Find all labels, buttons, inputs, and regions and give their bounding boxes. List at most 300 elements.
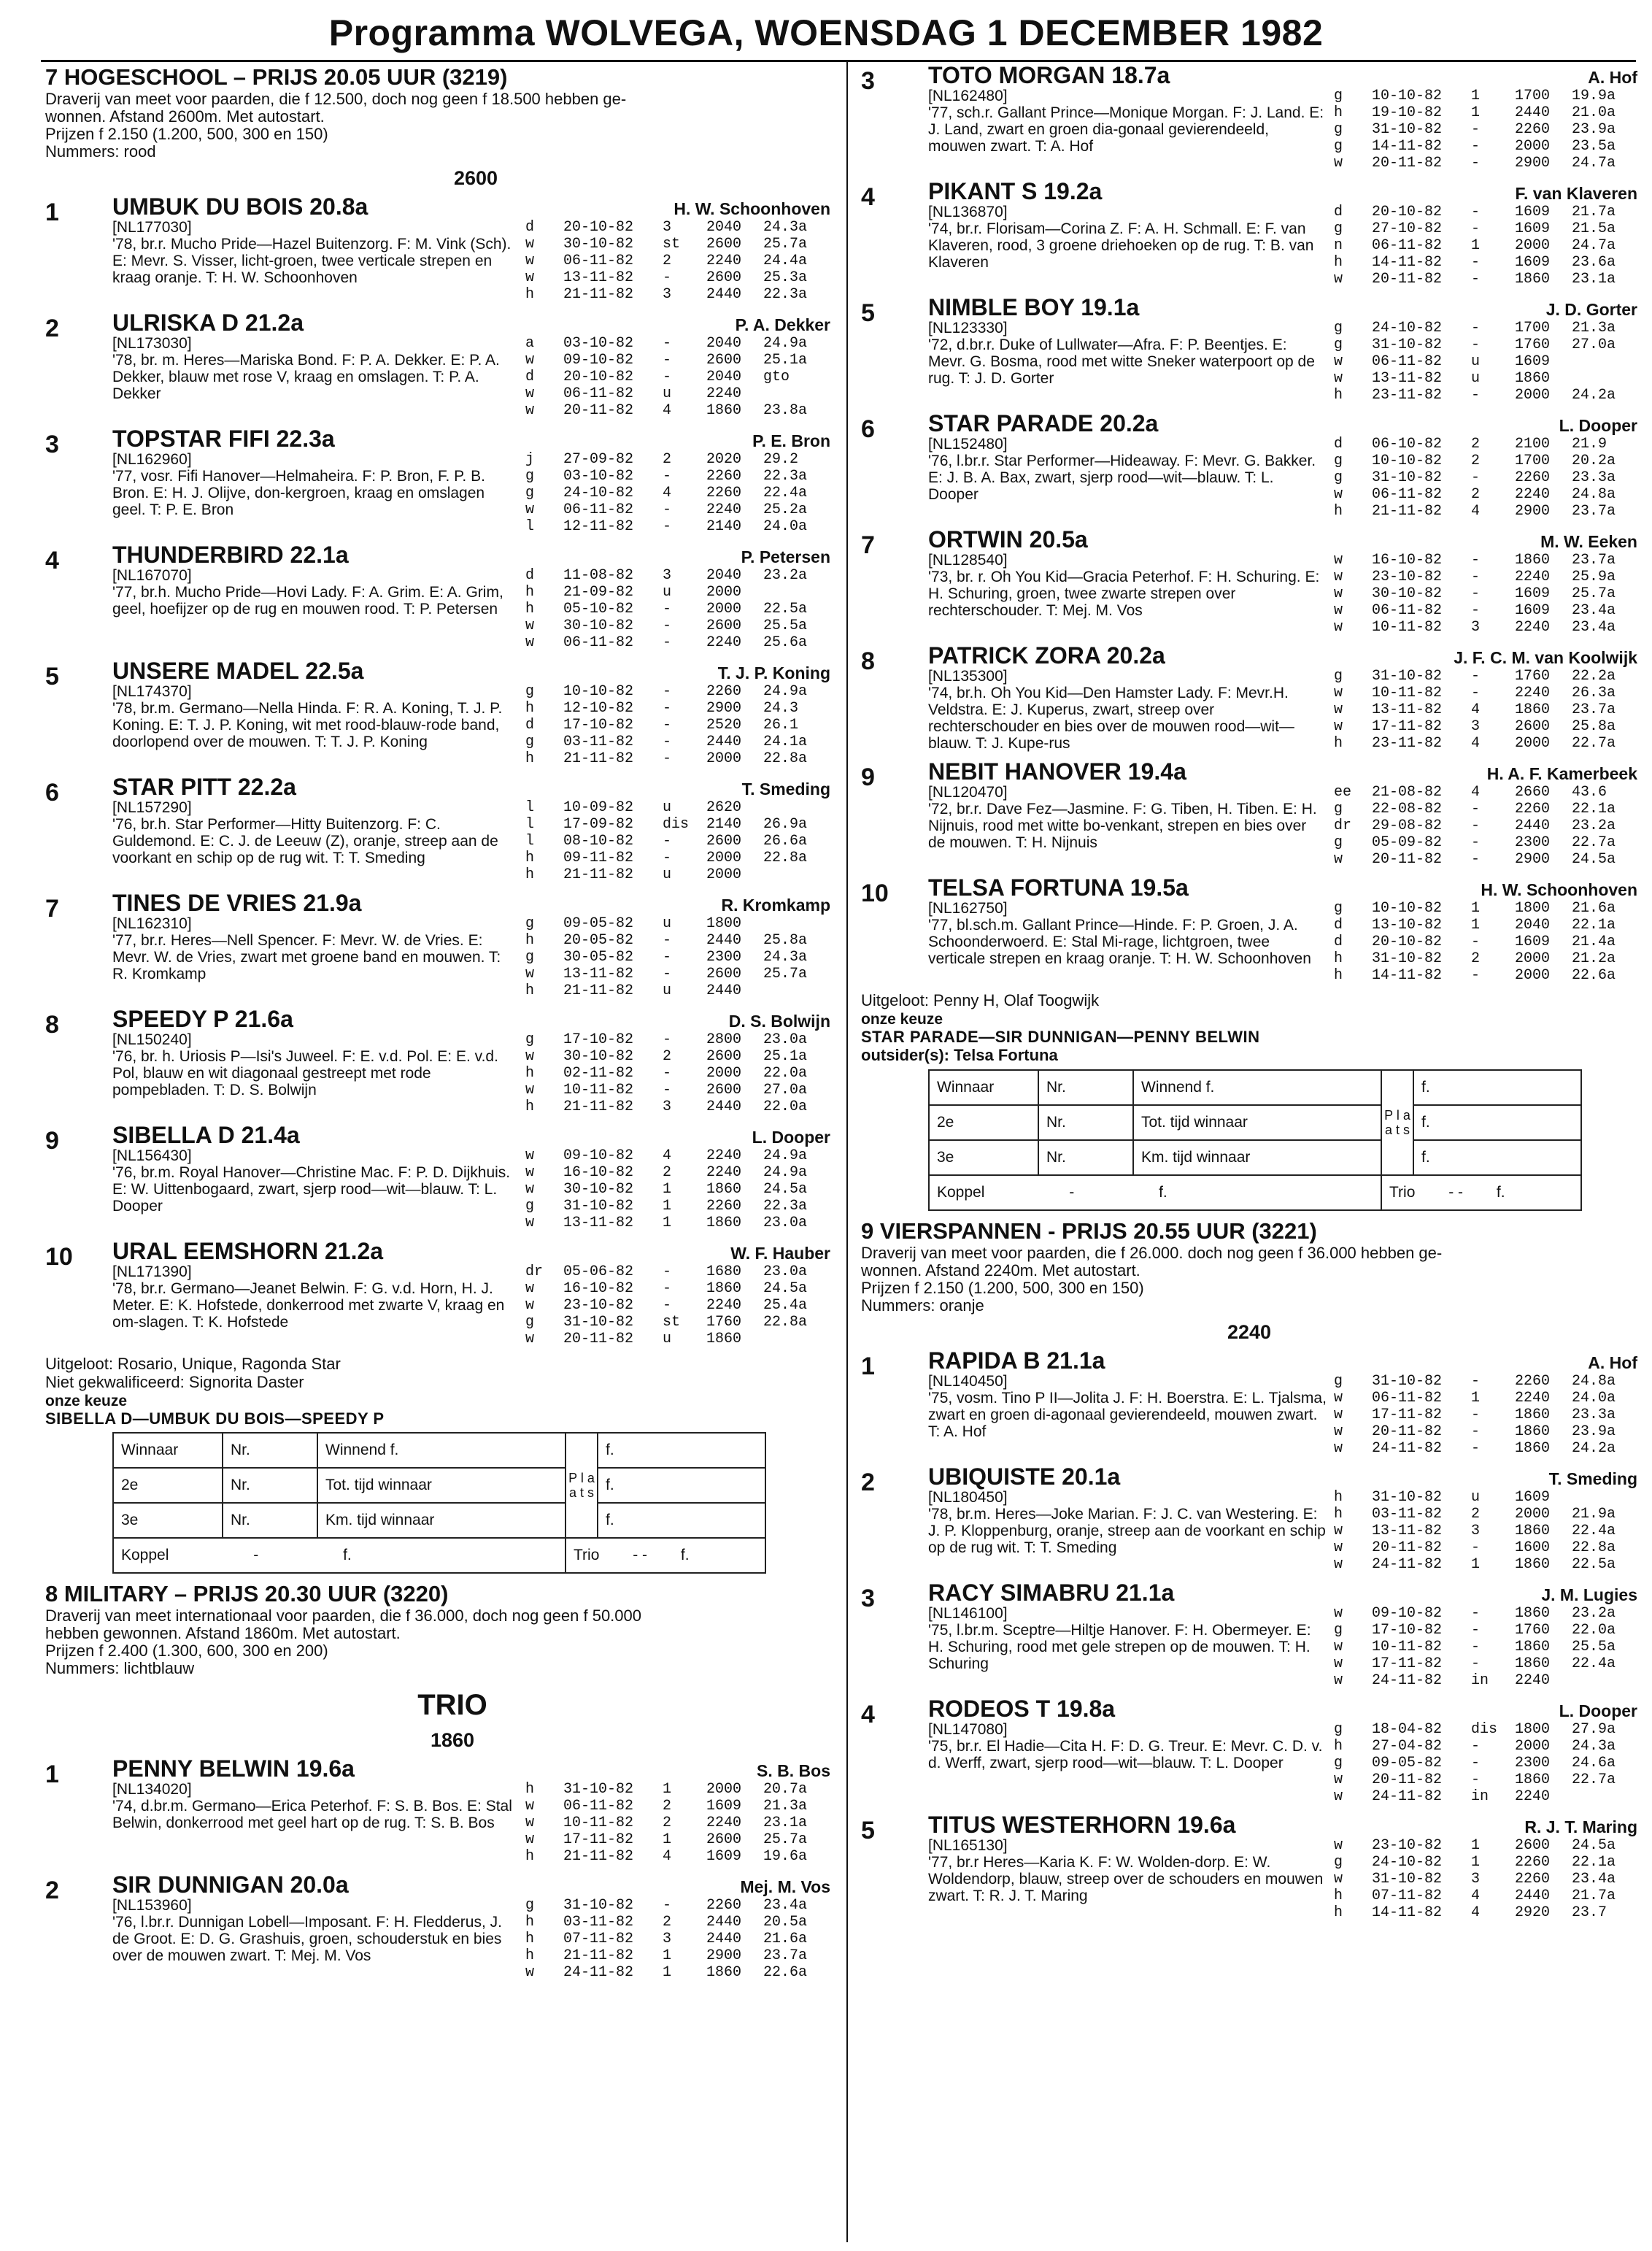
- race-date: 10-10-82: [1372, 453, 1443, 469]
- race-time: 25.7a: [1572, 585, 1616, 602]
- race-time: [1572, 370, 1637, 387]
- race-distance-value: 2440: [706, 286, 742, 303]
- race-date: 21-11-82: [1372, 503, 1443, 520]
- race-time: 22.8a: [1572, 1539, 1616, 1556]
- placing: 1: [663, 1215, 672, 1231]
- race-time: 23.3a: [1572, 469, 1616, 486]
- track-code: w: [1334, 1655, 1343, 1672]
- race-time: 25.1a: [763, 1048, 808, 1065]
- race-distance-value: 2240: [706, 1164, 742, 1181]
- track-code: w: [1334, 1605, 1343, 1622]
- track-code: w: [1334, 1539, 1343, 1556]
- race-date: 30-10-82: [563, 617, 634, 634]
- placing: 1: [1471, 1390, 1481, 1407]
- race-time: 24.0a: [763, 518, 808, 535]
- horse-name: PATRICK ZORA 20.2a: [928, 642, 1165, 669]
- horse-name: ORTWIN 20.5a: [928, 526, 1088, 553]
- horse-description: [112, 1263, 525, 1347]
- race-date: 31-10-82: [1372, 950, 1443, 967]
- horse-description: [112, 1031, 525, 1115]
- placing: 4: [1471, 735, 1481, 752]
- result-row: [525, 1897, 830, 1914]
- track-code: w: [1334, 1407, 1343, 1423]
- race-distance-value: 2300: [1515, 1755, 1551, 1771]
- race-distance-value: 2240: [1515, 1672, 1551, 1689]
- track-code: w: [525, 634, 535, 651]
- form-cell: Nr.: [223, 1433, 317, 1468]
- race-distance-value: 2260: [706, 485, 742, 501]
- placing: -: [1471, 1605, 1481, 1622]
- race-distance-value: 2600: [1515, 1837, 1551, 1854]
- placing: 3: [1471, 619, 1481, 636]
- race-distance-value: 1700: [1515, 88, 1551, 104]
- race-date: 14-11-82: [1372, 1904, 1443, 1921]
- race-time: 23.5a: [1572, 138, 1616, 155]
- race-date: 10-10-82: [1372, 88, 1443, 104]
- description-line: '75, l.br.m. Sceptre—Hiltje Hanover. F: H. Obermeyer. E: H. Schuring, rood met gele strepen op de mouwen. T: H. Schuring: [928, 1622, 1311, 1672]
- race-distance-value: 2000: [1515, 950, 1551, 967]
- placing: u: [663, 915, 672, 932]
- race-date: 20-10-82: [1372, 934, 1443, 950]
- track-code: w: [1334, 1672, 1343, 1689]
- onze-keuze: SIBELLA D—UMBUK DU BOIS—SPEEDY P: [45, 1409, 385, 1428]
- placing: 1: [663, 1781, 672, 1798]
- result-row: [525, 734, 830, 750]
- description-line: '75, vosm. Tino P II—Jolita J. F: H. Boerstra. E: L. Tjalsma, zwart en groen di-agonaal gevierendeeld, mouwen zwart. T: A. Hof: [928, 1390, 1327, 1440]
- recent-results: [525, 567, 830, 651]
- result-row: [525, 949, 830, 966]
- placing: u: [1471, 370, 1481, 387]
- race-date: 03-10-82: [563, 468, 634, 485]
- track-code: g: [1334, 336, 1343, 353]
- entry-body: [928, 668, 1637, 752]
- track-code: h: [1334, 1738, 1343, 1755]
- entry-number: 4: [861, 183, 875, 211]
- track-code: w: [1334, 585, 1343, 602]
- race-distance-value: 1760: [706, 1314, 742, 1331]
- race-date: 20-10-82: [563, 219, 634, 236]
- result-row: [1334, 1788, 1637, 1805]
- placing: -: [1471, 1755, 1481, 1771]
- description-line: '74, d.br.m. Germano—Erica Peterhof. F: S. B. Bos. E: Stal Belwin, donkerrood met geel hart op de rug. T: S. B. Bos: [112, 1798, 512, 1831]
- result-row: [525, 1331, 830, 1347]
- race-date: 21-08-82: [1372, 784, 1443, 801]
- form-cell: Nr.: [223, 1468, 317, 1503]
- entry-body: [112, 335, 830, 419]
- placing: -: [663, 468, 672, 485]
- placing: -: [663, 617, 672, 634]
- entry-header: [928, 411, 1637, 436]
- race-time: 43.6: [1572, 784, 1607, 801]
- race-time: 29.2: [763, 451, 799, 468]
- description-line: '78, br.m. Germano—Nella Hinda. F: R. A. Koning, T. J. P. Koning. E: T. J. P. Koning, wit met rood-blauw-rode band, doorlopend over de mouwen. T: T. J. P. Koning: [112, 700, 503, 750]
- horse-name: RODEOS T 19.8a: [928, 1696, 1116, 1722]
- entry-header: [928, 295, 1637, 320]
- race-time: 26.9a: [763, 816, 808, 833]
- trainer-name: L. Dooper: [1559, 416, 1637, 435]
- koppel-label: Koppel: [121, 1547, 169, 1563]
- description-line: [NL162750]: [928, 900, 1008, 917]
- race-date: 21-11-82: [563, 982, 634, 999]
- description-line: [NL146100]: [928, 1605, 1008, 1622]
- koppel-cell: [929, 1175, 1381, 1210]
- trainer-name: A. Hof: [1588, 68, 1637, 87]
- description-line: '76, br.h. Star Performer—Hitty Buitenzorg. F: C. Guldemond. E: C. J. de Leeuw (Z), oranje, streep aan de voorkant en schip op de rug wit. T: T. Smeding: [112, 816, 498, 866]
- horse-description: [112, 1781, 525, 1865]
- placing: -: [1471, 387, 1481, 404]
- placing: 2: [1471, 1506, 1481, 1523]
- placing: st: [663, 1314, 681, 1331]
- placing: 2: [1471, 486, 1481, 503]
- track-code: h: [1334, 735, 1343, 752]
- entry-body: [112, 1031, 830, 1115]
- result-row: [525, 717, 830, 734]
- result-row: [1334, 851, 1637, 868]
- result-row: [525, 1280, 830, 1297]
- placing: 1: [1471, 900, 1481, 917]
- result-row: [1334, 934, 1637, 950]
- entry-number: 6: [861, 415, 875, 443]
- race-distance-value: 1860: [1515, 701, 1551, 718]
- form-cell: f.: [598, 1503, 765, 1538]
- track-code: w: [1334, 1771, 1343, 1788]
- entry-header: [928, 527, 1637, 552]
- race-distance-value: 1700: [1515, 320, 1551, 336]
- entry-body: [112, 915, 830, 999]
- race-distance-value: 1760: [1515, 668, 1551, 685]
- placing: 1: [663, 1947, 672, 1964]
- track-code: w: [1334, 1440, 1343, 1457]
- entry-body: [928, 88, 1637, 172]
- race-distance-value: 2000: [1515, 138, 1551, 155]
- result-row: [1334, 1622, 1637, 1639]
- result-row: [525, 1815, 830, 1831]
- race-time: gto: [763, 369, 790, 385]
- race-distance-value: 1609: [1515, 602, 1551, 619]
- result-row: [1334, 1672, 1637, 1689]
- description-line: '72, br.r. Dave Fez—Jasmine. F: G. Tiben, H. Tiben. E: H. Nijnuis, rood met witte bo-venkant, strepen en bies over de mouwen. T: H. Nijnuis: [928, 801, 1317, 851]
- horse-entry: [861, 1812, 1637, 1921]
- track-code: w: [525, 617, 535, 634]
- result-row: [1334, 237, 1637, 254]
- placing: 2: [663, 1914, 672, 1931]
- race-date: 05-06-82: [563, 1263, 634, 1280]
- trio-dashes: - -: [1448, 1184, 1464, 1201]
- race-distance-value: 1860: [1515, 552, 1551, 569]
- result-row: [1334, 1888, 1637, 1904]
- race-time: 21.5a: [1572, 220, 1616, 237]
- race-date: 09-10-82: [563, 1147, 634, 1164]
- description-line: '77, br.h. Mucho Pride—Hovi Lady. F: A. Grim. E: A. Grim, geel, hoefijzer op de rug en mouwen rood. T: P. Petersen: [112, 584, 503, 617]
- race-distance-value: 2800: [706, 1031, 742, 1048]
- entry-list: [861, 63, 1637, 984]
- placing: -: [1471, 1539, 1481, 1556]
- race-time: 25.8a: [763, 932, 808, 949]
- placing: -: [663, 700, 672, 717]
- race-date: 24-10-82: [563, 485, 634, 501]
- placing: -: [1471, 1373, 1481, 1390]
- race-time: 21.2a: [1572, 950, 1616, 967]
- result-row: [1334, 121, 1637, 138]
- horse-name: UNSERE MADEL 22.5a: [112, 658, 364, 684]
- entry-number: 5: [45, 663, 59, 690]
- entry-number: 8: [45, 1011, 59, 1039]
- race-date: 16-10-82: [563, 1164, 634, 1181]
- race-distance-value: 1600: [1515, 1539, 1551, 1556]
- trio-dashes: - -: [633, 1547, 648, 1563]
- result-row: [525, 634, 830, 651]
- placing: -: [663, 352, 672, 369]
- koppel-cell: [113, 1538, 566, 1573]
- koppel-f: f.: [343, 1547, 352, 1563]
- placing: -: [663, 850, 672, 866]
- result-row: [525, 236, 830, 253]
- entry-header: [112, 310, 830, 335]
- race-distance: 1860: [430, 1729, 475, 1751]
- race-time: 19.9a: [1572, 88, 1616, 104]
- race-time: 21.7a: [1572, 1888, 1616, 1904]
- entry-header: [112, 1756, 830, 1781]
- recent-results: [525, 335, 830, 419]
- trainer-name: M. W. Eeken: [1540, 532, 1637, 551]
- entry-header: [928, 1812, 1637, 1837]
- placing: -: [1471, 1423, 1481, 1440]
- entry-number: 8: [861, 647, 875, 675]
- track-code: w: [1334, 569, 1343, 585]
- result-row: [1334, 1854, 1637, 1871]
- horse-name: STAR PITT 22.2a: [112, 774, 296, 800]
- track-code: g: [1334, 1755, 1343, 1771]
- result-row: [525, 1263, 830, 1280]
- race-distance-value: 1860: [1515, 271, 1551, 288]
- horse-entry: [861, 1696, 1637, 1805]
- right-column: [861, 63, 1637, 1928]
- race-distance-value: 1800: [1515, 1721, 1551, 1738]
- description-line: [NL152480]: [928, 436, 1008, 453]
- horse-description: [112, 915, 525, 999]
- race-date: 10-11-82: [1372, 685, 1443, 701]
- race-time: 21.3a: [763, 1798, 808, 1815]
- race-time: 23.7: [1572, 1904, 1607, 1921]
- race-distance: 2600: [454, 167, 498, 189]
- race-info: [45, 1607, 830, 1677]
- bet-type: TRIO: [417, 1689, 487, 1721]
- placing: 2: [663, 1164, 672, 1181]
- entry-header: [112, 890, 830, 915]
- race-time: 23.4a: [1572, 1871, 1616, 1888]
- track-code: h: [525, 700, 535, 717]
- description-line: '75, br.r. El Hadie—Cita H. F: D. G. Treur. E: Mevr. C. D. v. d. Werff, zwart, sjerp rood—wit—blauw. T: L. Dooper: [928, 1738, 1323, 1771]
- race-time: 22.8a: [763, 850, 808, 866]
- placing: 3: [663, 567, 672, 584]
- description-line: '78, br.r. Mucho Pride—Hazel Buitenzorg. F: M. Vink (Sch). E: Mevr. S. Visser, licht-groen, twee verticale strepen en kraag oranje. T: H. W. Schoonhoven: [112, 236, 512, 286]
- race-date: 22-08-82: [1372, 801, 1443, 817]
- placing: 1: [663, 1964, 672, 1981]
- description-line: [NL150240]: [112, 1031, 192, 1048]
- track-code: g: [525, 1897, 535, 1914]
- race-time: 22.3a: [763, 286, 808, 303]
- placing: 4: [1471, 503, 1481, 520]
- horse-name: PENNY BELWIN 19.6a: [112, 1755, 355, 1782]
- track-code: ee: [1334, 784, 1352, 801]
- track-code: g: [525, 734, 535, 750]
- race-date: 13-11-82: [563, 1215, 634, 1231]
- race-date: 08-10-82: [563, 833, 634, 850]
- race-date: 27-04-82: [1372, 1738, 1443, 1755]
- horse-entry: [861, 759, 1637, 868]
- race-distance-value: 2440: [706, 734, 742, 750]
- result-row: [525, 700, 830, 717]
- track-code: w: [1334, 1390, 1343, 1407]
- race-time: 27.0a: [1572, 336, 1616, 353]
- track-code: w: [525, 269, 535, 286]
- race-time: 24.3a: [1572, 1738, 1616, 1755]
- race-time: 25.2a: [763, 501, 808, 518]
- form-cell: f.: [1413, 1105, 1581, 1140]
- track-code: g: [525, 485, 535, 501]
- race-distance-value: 2260: [1515, 121, 1551, 138]
- result-row: [1334, 138, 1637, 155]
- horse-entry: [45, 1239, 830, 1347]
- track-code: h: [1334, 1904, 1343, 1921]
- betting-form-table: [928, 1069, 1582, 1211]
- horse-entry: [45, 194, 830, 303]
- race-distance-value: 1860: [1515, 1407, 1551, 1423]
- placing: -: [663, 1280, 672, 1297]
- placing: -: [1471, 204, 1481, 220]
- race-time: 24.9a: [763, 1147, 808, 1164]
- entry-body: [112, 451, 830, 535]
- outsider-note: outsider(s): Telsa Fortuna: [861, 1046, 1058, 1064]
- horse-entry: [45, 1756, 830, 1865]
- race-time: 25.9a: [1572, 569, 1616, 585]
- track-code: d: [525, 717, 535, 734]
- result-row: [525, 369, 830, 385]
- recent-results: [1334, 1605, 1637, 1689]
- description-line: [NL134020]: [112, 1781, 192, 1798]
- result-row: [525, 850, 830, 866]
- track-code: l: [525, 816, 535, 833]
- trainer-name: J. D. Gorter: [1545, 300, 1637, 319]
- race-time: 24.5a: [1572, 851, 1616, 868]
- placing: 3: [1471, 718, 1481, 735]
- horse-description: [112, 683, 525, 767]
- race-date: 06-11-82: [1372, 237, 1443, 254]
- trainer-name: A. Hof: [1588, 1353, 1637, 1372]
- result-row: [1334, 917, 1637, 934]
- race-date: 30-10-82: [563, 1181, 634, 1198]
- horse-entry: [861, 875, 1637, 984]
- race-time: 24.7a: [1572, 237, 1616, 254]
- entry-body: [928, 900, 1637, 984]
- page-title: Programma WOLVEGA, WOENSDAG 1 DECEMBER 1982: [328, 12, 1324, 53]
- horse-name: ULRISKA D 21.2a: [112, 309, 304, 336]
- placing: -: [1471, 121, 1481, 138]
- race-distance-value: 2140: [706, 816, 742, 833]
- entry-body: [928, 1489, 1637, 1573]
- result-row: [1334, 486, 1637, 503]
- race-time: 25.1a: [763, 352, 808, 369]
- placing: 4: [1471, 784, 1481, 801]
- race-date: 17-11-82: [563, 1831, 634, 1848]
- placing: -: [663, 717, 672, 734]
- result-row: [1334, 1423, 1637, 1440]
- entry-number: 4: [861, 1701, 875, 1728]
- result-row: [525, 584, 830, 601]
- koppel-label: Koppel: [937, 1184, 985, 1201]
- track-code: n: [1334, 237, 1343, 254]
- race-date: 17-11-82: [1372, 1407, 1443, 1423]
- entry-number: 5: [861, 1817, 875, 1844]
- result-row: [1334, 718, 1637, 735]
- race-time: 26.6a: [763, 833, 808, 850]
- race-time: 22.1a: [1572, 1854, 1616, 1871]
- placing: st: [663, 236, 681, 253]
- race-info-line: hebben gewonnen. Afstand 1860m. Met autostart.: [45, 1624, 401, 1642]
- race-distance-value: 2040: [706, 567, 742, 584]
- entry-number: 10: [45, 1243, 73, 1271]
- track-code: d: [525, 369, 535, 385]
- track-code: l: [525, 833, 535, 850]
- race-distance-value: 2440: [1515, 104, 1551, 121]
- recent-results: [525, 683, 830, 767]
- horse-name: URAL EEMSHORN 21.2a: [112, 1238, 384, 1264]
- trio-f: f.: [680, 1547, 690, 1563]
- result-row: [1334, 336, 1637, 353]
- entry-body: [928, 204, 1637, 288]
- race-date: 20-11-82: [1372, 1539, 1443, 1556]
- placing: -: [1471, 668, 1481, 685]
- race-distance-value: 1609: [1515, 585, 1551, 602]
- race-distance-value: 2000: [1515, 967, 1551, 984]
- form-cell: Winnend f.: [1133, 1070, 1381, 1105]
- race-distance-value: 2000: [1515, 1506, 1551, 1523]
- race-distance-value: 1800: [706, 915, 742, 932]
- entry-header: [112, 658, 830, 683]
- horse-name: UBIQUISTE 20.1a: [928, 1463, 1121, 1490]
- track-code: w: [1334, 685, 1343, 701]
- race-time: 22.1a: [1572, 917, 1616, 934]
- result-row: [525, 352, 830, 369]
- track-code: h: [1334, 104, 1343, 121]
- race-date: 06-11-82: [1372, 1390, 1443, 1407]
- entry-list: [45, 1756, 830, 1981]
- race-distance-value: 2000: [706, 866, 742, 883]
- track-code: j: [525, 451, 535, 468]
- recent-results: [1334, 552, 1637, 636]
- form-cell: 2e: [113, 1468, 223, 1503]
- result-row: [525, 1082, 830, 1098]
- placing: 1: [663, 1198, 672, 1215]
- description-line: '73, br. r. Oh You Kid—Gracia Peterhof. F: H. Schuring. E: H. Schuring, groen, twee zwarte strepen over rechterschouder. T: Mej. M. Vos: [928, 569, 1320, 619]
- niet-gekwalificeerd-note: Niet gekwalificeerd: Signorita Daster: [45, 1373, 304, 1391]
- race-date: 31-10-82: [563, 1314, 634, 1331]
- entry-body: [112, 683, 830, 767]
- placing: 4: [1471, 701, 1481, 718]
- plaats-label: P l a a t s: [566, 1433, 598, 1538]
- race-distance-value: 2000: [1515, 237, 1551, 254]
- race-info-line: wonnen. Afstand 2600m. Met autostart.: [45, 107, 325, 126]
- placing: -: [663, 1263, 672, 1280]
- race-distance-value: 2900: [1515, 155, 1551, 172]
- placing: dis: [663, 816, 690, 833]
- race-date: 29-08-82: [1372, 817, 1443, 834]
- form-cell: Winnaar: [113, 1433, 223, 1468]
- race-time: 27.9a: [1572, 1721, 1616, 1738]
- result-row: [1334, 1655, 1637, 1672]
- race-distance-value: 2600: [706, 833, 742, 850]
- trio-label: Trio: [574, 1547, 600, 1563]
